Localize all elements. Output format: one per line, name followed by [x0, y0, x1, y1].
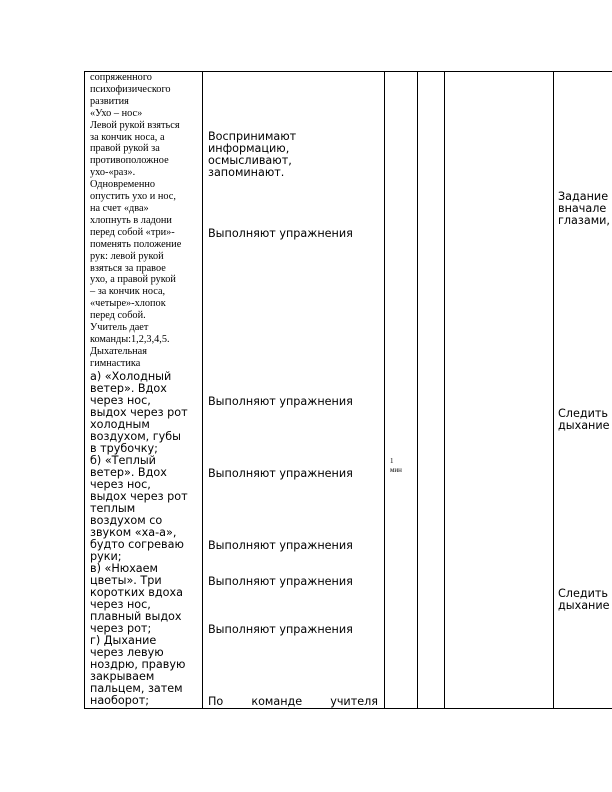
content-cell-sans [90, 371, 204, 707]
content-line: Дыхательная [90, 345, 147, 357]
lesson-table [84, 71, 612, 709]
activity-line: Воспринимают [208, 130, 297, 143]
content-line: воздухом со [90, 514, 163, 527]
student-activity-perceive [208, 131, 378, 179]
content-line: г) Дыхание [90, 634, 157, 647]
content-line: воздухом, губы [90, 430, 181, 443]
note-line: глазами, [558, 214, 610, 227]
time-unit: мин [390, 466, 402, 474]
student-activity-command [208, 696, 378, 708]
content-line: звуком «ха-а», [90, 526, 177, 539]
command-word: команде [251, 695, 303, 708]
content-line: в трубочку; [90, 442, 158, 455]
content-line: Левой рукой взяться [90, 119, 180, 131]
activity-line: осмысливают, [208, 154, 292, 167]
content-line: перед собой. [90, 310, 146, 322]
note-follow-breathing [558, 588, 610, 612]
content-line: цветы». Три [90, 574, 162, 587]
command-word: учителя [330, 695, 378, 708]
student-activity-exercise: Выполняют упражнения [208, 395, 353, 408]
content-line: через рот; [90, 622, 152, 635]
content-line: в) «Нюхаем [90, 562, 158, 575]
content-line: гимнастика [90, 357, 141, 369]
content-line: через нос, [90, 598, 151, 611]
student-activity-exercise: Выполняют упражнения [208, 467, 353, 480]
content-line: перед собой «три»- [90, 226, 175, 238]
student-activity-exercise: Выполняют упражнения [208, 623, 353, 636]
content-line: Учитель дает [90, 322, 149, 334]
content-line: правой рукой за [90, 143, 160, 155]
content-line: рук: левой рукой [90, 250, 164, 262]
note-line: дыхание [558, 419, 610, 432]
content-line: будто согреваю [90, 538, 184, 551]
col-border-5 [553, 71, 554, 709]
content-line: опустить ухо и нос, [90, 191, 176, 203]
col-border-3 [417, 71, 418, 709]
content-line: развития [90, 95, 129, 107]
content-line: ноздрю, правую [90, 658, 186, 671]
content-line: сопряженного [90, 72, 152, 83]
content-line: выдох через рот [90, 490, 188, 503]
content-line: поменять положение [90, 238, 182, 250]
content-line: «Ухо – нос» [90, 107, 143, 119]
note-task [558, 191, 610, 227]
command-word: По [208, 695, 224, 708]
note-line: дыхание [558, 599, 610, 612]
col-border-0 [84, 71, 85, 709]
content-line: через нос, [90, 478, 151, 491]
content-line: пальцем, затем [90, 682, 183, 695]
content-line: руки; [90, 550, 122, 563]
student-activity-exercise: Выполняют упражнения [208, 227, 353, 240]
content-line: хлопнуть в ладони [90, 214, 172, 226]
content-line: плавный выдох [90, 610, 182, 623]
student-activity-exercise: Выполняют упражнения [208, 575, 353, 588]
content-line: б) «Теплый [90, 454, 156, 467]
content-line: ухо, а правой рукой [90, 274, 176, 286]
content-line: взяться за правое [90, 262, 166, 274]
content-line: команды:1,2,3,4,5. [90, 333, 170, 345]
content-line: выдох через рот [90, 406, 188, 419]
table-bottom-border [84, 708, 612, 709]
content-line: – за кончик носа, [90, 286, 166, 298]
content-cell-serif [90, 72, 204, 370]
content-line: ветер». Вдох [90, 382, 167, 395]
content-line: ветер». Вдох [90, 466, 167, 479]
content-line: а) «Холодный [90, 370, 172, 383]
student-activity-exercise: Выполняют упражнения [208, 539, 353, 552]
note-line: Задание [558, 190, 609, 203]
content-line: коротких вдоха [90, 586, 183, 599]
content-line: через левую [90, 646, 164, 659]
activity-line: информацию, [208, 142, 290, 155]
note-line: Следить [558, 407, 608, 420]
note-line: вначале [558, 202, 607, 215]
note-line: Следить [558, 587, 608, 600]
time-value: 1 [390, 457, 394, 465]
content-line: холодным [90, 418, 150, 431]
content-line: закрываем [90, 670, 155, 683]
activity-line: запоминают. [208, 166, 285, 179]
content-line: за кончик носа, а [90, 131, 165, 143]
content-line: ухо-«раз». [90, 167, 136, 179]
content-line: «четыре»-хлопок [90, 298, 166, 310]
col-border-2 [384, 71, 385, 709]
content-line: Одновременно [90, 179, 156, 191]
col-border-4 [444, 71, 445, 709]
content-line: наоборот; [90, 694, 149, 707]
content-line: теплым [90, 502, 136, 515]
content-line: на счет «два» [90, 202, 149, 214]
content-line: через нос, [90, 394, 151, 407]
content-line: психофизического [90, 83, 171, 95]
content-line: противоположное [90, 155, 169, 167]
time-cell [390, 457, 402, 475]
note-follow-breathing [558, 408, 610, 432]
